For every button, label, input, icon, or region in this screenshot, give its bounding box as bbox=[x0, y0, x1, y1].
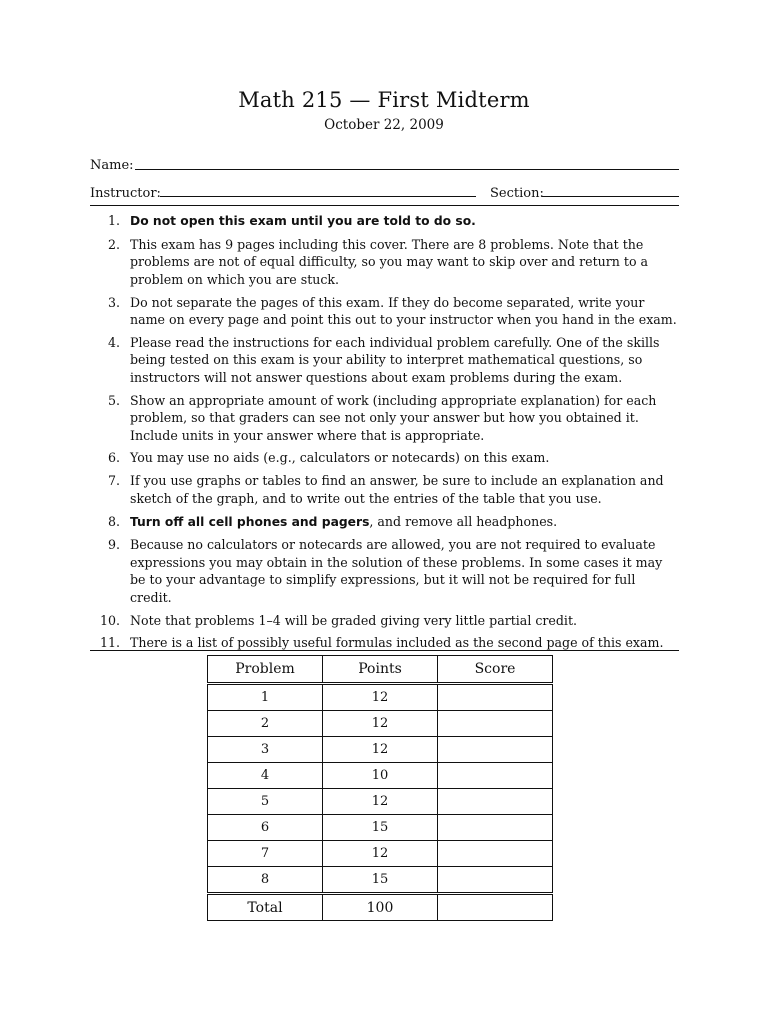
table-row bbox=[208, 737, 553, 763]
instruction-item bbox=[90, 536, 680, 606]
points-cell: 15 bbox=[323, 867, 438, 894]
table-row bbox=[208, 789, 553, 815]
header-points: Points bbox=[323, 656, 438, 684]
instruction-item bbox=[90, 334, 680, 387]
problem-cell: 4 bbox=[208, 763, 323, 789]
instruction-item bbox=[90, 294, 680, 329]
instruction-number: 3. bbox=[107, 294, 120, 310]
problem-cell: 3 bbox=[208, 737, 323, 763]
top-divider bbox=[90, 205, 679, 206]
instruction-number: 4. bbox=[107, 334, 120, 350]
table-row bbox=[208, 841, 553, 867]
instruction-emphasis: Do not open this exam until you are told to do so. bbox=[130, 214, 476, 228]
instructor-field[interactable] bbox=[160, 196, 476, 197]
instruction-item bbox=[90, 449, 680, 467]
instruction-number: 6. bbox=[107, 450, 120, 466]
instruction-text: You may use no aids (e.g., calculators or notecards) on this exam. bbox=[130, 450, 550, 466]
header-score: Score bbox=[438, 656, 553, 684]
points-cell: 10 bbox=[323, 763, 438, 789]
score-cell[interactable] bbox=[438, 789, 553, 815]
instruction-text: If you use graphs or tables to find an answer, be sure to include an explanation and sketch of the graph, and to write out the entries of the table that you use. bbox=[130, 473, 664, 506]
score-table-header bbox=[208, 656, 553, 684]
problem-cell: 8 bbox=[208, 867, 323, 894]
score-cell[interactable] bbox=[438, 737, 553, 763]
problem-cell: 7 bbox=[208, 841, 323, 867]
instruction-number: 10. bbox=[99, 612, 120, 628]
instruction-number: 2. bbox=[107, 236, 120, 252]
instruction-text: There is a list of possibly useful formulas included as the second page of this exam. bbox=[130, 635, 664, 651]
bottom-divider bbox=[90, 650, 679, 651]
score-cell[interactable] bbox=[438, 815, 553, 841]
instruction-number: 1. bbox=[107, 213, 120, 228]
table-row bbox=[208, 684, 553, 711]
points-cell: 12 bbox=[323, 841, 438, 867]
header-problem: Problem bbox=[208, 656, 323, 684]
instruction-text: Please read the instructions for each individual problem carefully. One of the skills being tested on this exam is your ability to interpret mathematical questions, so instructors will not answer questions about exam problems during the exam. bbox=[130, 334, 660, 385]
instruction-number: 8. bbox=[107, 513, 120, 529]
total-row bbox=[208, 894, 553, 921]
score-cell[interactable] bbox=[438, 841, 553, 867]
instruction-number: 7. bbox=[107, 473, 120, 489]
points-cell: 12 bbox=[323, 789, 438, 815]
points-cell: 12 bbox=[323, 737, 438, 763]
table-row bbox=[208, 867, 553, 894]
total-score[interactable] bbox=[438, 894, 553, 921]
instruction-text: Show an appropriate amount of work (including appropriate explanation) for each problem, so that graders can see not only your answer but how you obtained it. Include units in your answer where that is appropriate. bbox=[130, 392, 657, 443]
instructions-list bbox=[90, 212, 680, 657]
points-cell: 12 bbox=[323, 684, 438, 711]
instruction-emphasis: Turn off all cell phones and pagers bbox=[130, 514, 370, 529]
points-cell: 12 bbox=[323, 711, 438, 737]
instruction-item bbox=[90, 236, 680, 289]
score-cell[interactable] bbox=[438, 867, 553, 894]
section-label: Section: bbox=[490, 186, 544, 201]
instruction-item bbox=[90, 212, 680, 231]
score-table bbox=[207, 655, 553, 921]
instruction-item bbox=[90, 472, 680, 507]
table-row bbox=[208, 815, 553, 841]
score-cell[interactable] bbox=[438, 684, 553, 711]
total-points: 100 bbox=[323, 894, 438, 921]
table-row bbox=[208, 763, 553, 789]
problem-cell: 2 bbox=[208, 711, 323, 737]
instruction-text: , and remove all headphones. bbox=[369, 513, 558, 529]
problem-cell: 5 bbox=[208, 789, 323, 815]
problem-cell: 1 bbox=[208, 684, 323, 711]
table-row bbox=[208, 711, 553, 737]
instruction-text: This exam has 9 pages including this cover. There are 8 problems. Note that the problems are not of equal difficulty, so you may want to skip over and return to a problem on which you are stuck. bbox=[130, 236, 649, 287]
instruction-item bbox=[90, 612, 680, 630]
score-cell[interactable] bbox=[438, 711, 553, 737]
instructor-label: Instructor: bbox=[90, 186, 161, 201]
name-field[interactable] bbox=[135, 169, 679, 170]
instruction-number: 5. bbox=[107, 392, 120, 408]
total-label: Total bbox=[208, 894, 323, 921]
section-field[interactable] bbox=[542, 196, 679, 197]
instruction-item bbox=[90, 513, 680, 532]
instruction-text: Do not separate the pages of this exam. If they do become separated, write your name on every page and point this out to your instructor when you hand in the exam. bbox=[130, 294, 677, 328]
exam-date: October 22, 2009 bbox=[324, 117, 444, 133]
instruction-number: 11. bbox=[99, 635, 120, 651]
score-cell[interactable] bbox=[438, 763, 553, 789]
instruction-text: Note that problems 1–4 will be graded giving very little partial credit. bbox=[130, 612, 578, 628]
name-label: Name: bbox=[90, 158, 134, 173]
instruction-item bbox=[90, 392, 680, 445]
instruction-text: Because no calculators or notecards are allowed, you are not required to evaluate expressions you may obtain in the solution of these problems. In some cases it may be to your advantage to simplify expressions, but it will not be required for full credit. bbox=[130, 537, 663, 605]
exam-title: Math 215 — First Midterm bbox=[238, 88, 530, 112]
points-cell: 15 bbox=[323, 815, 438, 841]
problem-cell: 6 bbox=[208, 815, 323, 841]
instruction-number: 9. bbox=[107, 537, 120, 553]
